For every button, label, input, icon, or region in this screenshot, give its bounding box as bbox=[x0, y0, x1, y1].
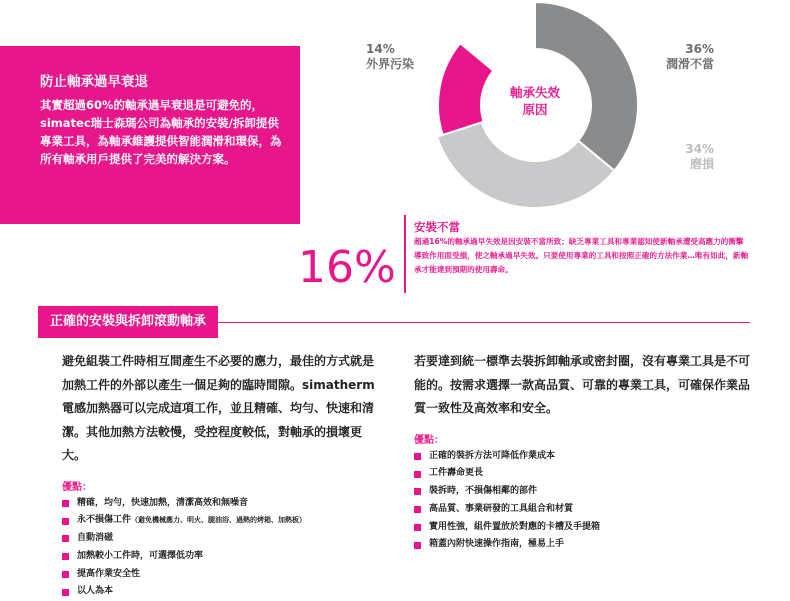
list-item-text: 高品質、事業研發的工具組合和材質 bbox=[429, 501, 573, 519]
chart-title-line1: 軸承失效 bbox=[510, 85, 561, 100]
bullet-square-icon bbox=[414, 524, 421, 531]
bullet-square-icon bbox=[62, 518, 69, 525]
list-item-text: 精確，均勻，快速加熱，清潔高效和無噪音 bbox=[77, 495, 248, 513]
list-item-note: （避免機械應力、明火、腿油浴、過熱的烤箱、加熱板） bbox=[131, 512, 306, 530]
list-item bbox=[414, 519, 754, 537]
right-advantages-title: 優點： bbox=[414, 431, 754, 446]
left-column bbox=[62, 350, 380, 601]
section-title: 正確的安裝與拆卸滾動軸承 bbox=[38, 306, 218, 338]
right-column bbox=[414, 350, 754, 554]
label-wear bbox=[658, 142, 714, 172]
intro-box bbox=[0, 46, 300, 224]
list-item bbox=[414, 501, 754, 519]
label-lubrication bbox=[658, 42, 714, 72]
list-item bbox=[414, 536, 754, 554]
list-item-text: 永不損傷工件 bbox=[77, 512, 131, 530]
list-item bbox=[62, 530, 380, 548]
label-contamination-value: 14% bbox=[366, 42, 414, 57]
label-lubrication-name: 潤滑不當 bbox=[658, 57, 714, 72]
list-item-text: 加熱較小工件時，可選擇低功率 bbox=[77, 548, 203, 566]
list-item-text: 裝拆時，不損傷相鄰的部件 bbox=[429, 483, 537, 501]
right-advantages-list bbox=[414, 448, 754, 555]
list-item-text: 自動消磁 bbox=[77, 530, 113, 548]
highlight-text: 超過16%的軸承過早失效是因安裝不當所致；缺乏專業工具和專業認知使新軸承遭受高應力的衝擊導致作用面受損，使之軸承過早失效。只要使用專業的工具和按照正確的方法作業…唯有如此，新軸承才能達到預期的使用壽命。 bbox=[414, 235, 750, 277]
bullet-square-icon bbox=[62, 553, 69, 560]
bullet-square-icon bbox=[414, 471, 421, 478]
list-item-text: 工件壽命更長 bbox=[429, 465, 483, 483]
bullet-square-icon bbox=[414, 506, 421, 513]
list-item bbox=[414, 465, 754, 483]
list-item bbox=[62, 583, 380, 601]
bearing-failure-donut-chart bbox=[340, 0, 740, 240]
list-item bbox=[62, 566, 380, 584]
bullet-square-icon bbox=[62, 571, 69, 578]
highlight-percent: 16% bbox=[298, 242, 396, 293]
intro-title: 防止軸承過早衰退 bbox=[40, 70, 148, 90]
list-item bbox=[62, 548, 380, 566]
label-contamination-name: 外界污染 bbox=[366, 57, 414, 72]
label-wear-value: 34% bbox=[658, 142, 714, 157]
label-lubrication-value: 36% bbox=[658, 42, 714, 57]
bullet-square-icon bbox=[62, 535, 69, 542]
right-paragraph: 若要達到統一標準去裝拆卸軸承或密封圈，沒有專業工具是不可能的。按需求選擇一款高品質、可靠的專業工具，可確保作業品質一致性及高效率和安全。 bbox=[414, 350, 754, 421]
left-advantages-title: 優點： bbox=[62, 478, 380, 493]
bullet-square-icon bbox=[414, 453, 421, 460]
intro-text: 其實超過60%的軸承過早衰退是可避免的，simatec瑞士森瑪公司為軸承的安裝/拆卸提供專業工具，為軸承維護提供智能潤滑和環保，為所有軸承用戶提供了完美的解決方案。 bbox=[40, 96, 290, 168]
bullet-square-icon bbox=[414, 542, 421, 549]
chart-title-line2: 原因 bbox=[522, 102, 548, 117]
left-paragraph: 避免組裝工件時相互間產生不必要的應力，最佳的方式就是加熱工件的外部以產生一個足夠的臨時間隙。simatherm電感加熱器可以完成這項工作，並且精確、均勻、快速和清潔。其他加熱方法較慢，受控程度較低，對軸承的損壞更大。 bbox=[62, 350, 380, 468]
list-item bbox=[414, 448, 754, 466]
list-item-text: 以人為本 bbox=[77, 583, 113, 601]
highlight-title: 安裝不當 bbox=[414, 219, 460, 235]
bullet-square-icon bbox=[62, 500, 69, 507]
highlight-divider bbox=[404, 215, 406, 293]
left-advantages-list bbox=[62, 495, 380, 601]
list-item-text: 實用性強，組件置放於對應的卡槽及手提箱 bbox=[429, 519, 600, 537]
list-item bbox=[62, 512, 380, 530]
list-item bbox=[414, 483, 754, 501]
list-item-text: 提高作業安全性 bbox=[77, 566, 140, 584]
label-wear-name: 磨損 bbox=[658, 157, 714, 172]
label-contamination bbox=[366, 42, 414, 72]
list-item bbox=[62, 495, 380, 513]
list-item-text: 正確的裝拆方法可降低作業成本 bbox=[429, 448, 555, 466]
bullet-square-icon bbox=[414, 488, 421, 495]
list-item-text: 箱蓋內附快速操作指南，極易上手 bbox=[429, 536, 564, 554]
